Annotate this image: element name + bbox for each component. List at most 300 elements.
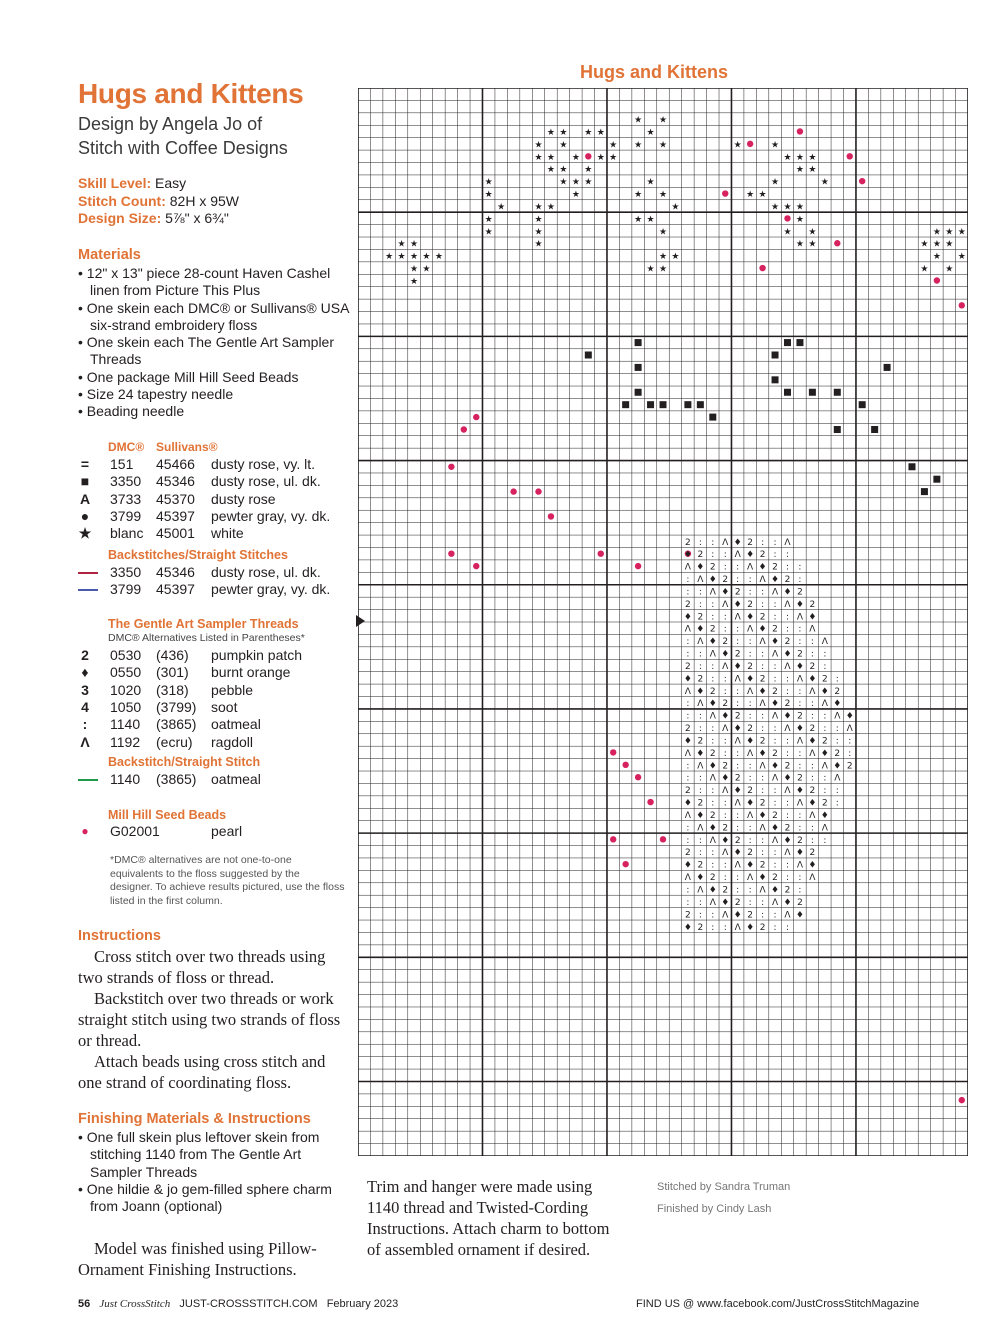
chart-stitch-kitten: : bbox=[823, 661, 827, 672]
chart-stitch-kitten: ♦ bbox=[708, 823, 717, 834]
chart-stitch-kitten: 2 bbox=[709, 748, 716, 759]
chart-stitch-kitten: 2 bbox=[809, 599, 816, 610]
gentle-symbol: ♦ bbox=[81, 664, 89, 681]
chart-stitch-kitten: : bbox=[686, 773, 690, 784]
chart-stitch-kitten: : bbox=[761, 835, 765, 846]
chart-stitch-kitten: ♦ bbox=[771, 761, 780, 772]
chart-stitch-kitten: : bbox=[686, 575, 690, 586]
chart-stitch-kitten: : bbox=[761, 711, 765, 722]
chart-stitch-kitten: ♦ bbox=[771, 823, 780, 834]
chart-stitch-white: ★ bbox=[559, 140, 568, 151]
chart-stitch-kitten: 2 bbox=[772, 873, 778, 884]
chart-stitch-dark-rose bbox=[647, 401, 654, 408]
chart-stitch-kitten: 2 bbox=[722, 637, 729, 648]
chart-stitch-kitten: ♦ bbox=[683, 798, 692, 809]
chart-stitch-white: ★ bbox=[596, 152, 605, 163]
chart-stitch-kitten: 2 bbox=[834, 686, 841, 697]
chart-stitch-kitten: : bbox=[835, 736, 839, 747]
chart-stitch-kitten: 2 bbox=[697, 612, 704, 623]
chart-stitch-kitten: : bbox=[736, 748, 740, 759]
chart-stitch-kitten: ♦ bbox=[833, 761, 842, 772]
chart-stitch-kitten: Λ bbox=[734, 922, 741, 933]
chart-stitch-kitten: : bbox=[686, 699, 690, 710]
floss-dmc: blanc bbox=[110, 525, 144, 542]
chart-stitch-kitten: : bbox=[736, 699, 740, 710]
chart-stitch-kitten: 2 bbox=[759, 798, 766, 809]
chart-stitch-kitten: ♦ bbox=[746, 674, 755, 685]
chart-stitch-kitten: Λ bbox=[709, 835, 716, 846]
chart-stitch-white: ★ bbox=[397, 252, 406, 263]
chart-stitch-kitten: Λ bbox=[759, 637, 766, 648]
floss-name: pewter gray, vy. dk. bbox=[211, 507, 331, 524]
gentle-row bbox=[78, 682, 353, 699]
floss-row bbox=[78, 508, 353, 525]
floss-dmc: 3799 bbox=[110, 507, 142, 524]
chart-stitch-dark-rose bbox=[933, 476, 940, 483]
floss-name: white bbox=[211, 525, 244, 542]
chart-stitch-kitten: : bbox=[686, 897, 690, 908]
subtitle-line-2: Stitch with Coffee Designs bbox=[78, 138, 288, 158]
chart-stitch-kitten: ♦ bbox=[696, 810, 705, 821]
chart-stitch-kitten: ♦ bbox=[783, 773, 792, 784]
chart-stitch-kitten: Λ bbox=[684, 562, 691, 573]
chart-stitch-kitten: 2 bbox=[772, 624, 778, 635]
chart-stitch-kitten: : bbox=[761, 773, 765, 784]
chart-stitch-kitten: : bbox=[748, 773, 752, 784]
chart-stitch-kitten: Λ bbox=[796, 860, 804, 871]
chart-stitch-kitten: ♦ bbox=[795, 786, 804, 797]
chart-stitch-white: ★ bbox=[571, 190, 580, 201]
chart-stitch-kitten: Λ bbox=[809, 748, 816, 759]
chart-stitch-kitten: Λ bbox=[834, 711, 841, 722]
chart-stitch-kitten: Λ bbox=[821, 761, 828, 772]
chart-stitch-white: ★ bbox=[634, 214, 643, 225]
chart-stitch-kitten: : bbox=[736, 810, 740, 821]
chart-stitch-kitten: ♦ bbox=[733, 537, 742, 548]
chart-stitch-kitten: : bbox=[723, 922, 727, 933]
chart-stitch-white: ★ bbox=[634, 140, 643, 151]
materials-item: • One skein each DMC® or Sullivans® USA six-strand embroidery floss bbox=[78, 300, 353, 335]
chart-stitch-kitten: ♦ bbox=[746, 860, 755, 871]
chart-bead bbox=[610, 836, 616, 842]
chart-stitch-kitten: 2 bbox=[685, 848, 691, 859]
chart-stitch-kitten: Λ bbox=[684, 686, 691, 697]
chart-stitch-dark-rose bbox=[684, 401, 691, 408]
chart-stitch-kitten: 2 bbox=[734, 649, 741, 660]
chart-stitch-white: ★ bbox=[771, 177, 780, 188]
chart-stitch-kitten: : bbox=[748, 711, 752, 722]
instruction-paragraph: Cross stitch over two threads using two strands of floss or thread. bbox=[78, 947, 326, 987]
chart-stitch-kitten: 2 bbox=[747, 724, 754, 735]
chart-stitch-kitten: : bbox=[711, 848, 715, 859]
chart-stitch-kitten: Λ bbox=[709, 897, 716, 908]
chart-stitch-kitten: : bbox=[723, 612, 727, 623]
chart-stitch-kitten: 2 bbox=[759, 612, 766, 623]
chart-stitch-kitten: : bbox=[785, 748, 790, 759]
chart-stitch-kitten: : bbox=[810, 835, 814, 846]
chart-stitch-kitten: : bbox=[686, 637, 690, 648]
chart-stitch-white: ★ bbox=[596, 127, 605, 138]
chart-stitch-white: ★ bbox=[783, 202, 792, 213]
chart-stitch-kitten: : bbox=[723, 798, 727, 809]
chart-stitch-kitten: : bbox=[785, 873, 790, 884]
chart-stitch-kitten: Λ bbox=[771, 587, 779, 598]
key-header-dmc: DMC® bbox=[108, 440, 145, 454]
chart-stitch-kitten: Λ bbox=[709, 587, 716, 598]
chart-stitch-white: ★ bbox=[559, 127, 568, 138]
chart-stitch-kitten: : bbox=[723, 624, 727, 635]
chart-stitch-white: ★ bbox=[795, 202, 804, 213]
chart-stitch-kitten: Λ bbox=[697, 575, 704, 586]
chart-stitch-kitten: 2 bbox=[722, 823, 729, 834]
bead-num: G02001 bbox=[110, 823, 160, 839]
size-label: Design Size: bbox=[78, 210, 162, 226]
chart-stitch-kitten: 2 bbox=[685, 910, 691, 921]
chart-stitch-kitten: : bbox=[773, 798, 777, 809]
chart-stitch-dark-rose bbox=[796, 339, 803, 346]
chart-stitch-kitten: 2 bbox=[821, 674, 828, 685]
chart-stitch-kitten: ♦ bbox=[696, 748, 705, 759]
chart-stitch-kitten: ♦ bbox=[733, 724, 742, 735]
chart-stitch-white: ★ bbox=[646, 214, 655, 225]
chart-stitch-white: ★ bbox=[932, 239, 941, 250]
count-value: 82H x 95W bbox=[169, 192, 240, 209]
chart-stitch-kitten: : bbox=[773, 724, 777, 735]
chart-stitch-white: ★ bbox=[658, 115, 668, 126]
stitched-by: Stitched by Sandra Truman bbox=[657, 1181, 791, 1193]
gentle-alternative: (ecru) bbox=[156, 733, 193, 750]
chart-stitch-kitten: ♦ bbox=[771, 699, 780, 710]
materials-item: • Beading needle bbox=[78, 403, 353, 420]
chart-stitch-white: ★ bbox=[434, 252, 443, 263]
chart-stitch-kitten: ♦ bbox=[683, 736, 692, 747]
chart-stitch-kitten: : bbox=[748, 587, 752, 598]
chart-stitch-kitten: : bbox=[698, 587, 702, 598]
chart-stitch-kitten: : bbox=[810, 761, 814, 772]
chart-stitch-kitten: 2 bbox=[685, 537, 691, 548]
chart-stitch-kitten: 2 bbox=[685, 661, 691, 672]
chart-stitch-kitten: Λ bbox=[771, 711, 779, 722]
chart-stitch-kitten: ♦ bbox=[746, 550, 755, 561]
chart-stitch-white: ★ bbox=[534, 140, 543, 151]
chart-stitch-kitten: 2 bbox=[734, 835, 741, 846]
chart-stitch-kitten: : bbox=[785, 674, 790, 685]
chart-stitch-kitten: ♦ bbox=[758, 624, 767, 635]
chart-stitch-kitten: ♦ bbox=[721, 649, 730, 660]
floss-name: dusty rose, ul. dk. bbox=[211, 473, 321, 490]
chart-stitch-kitten: : bbox=[798, 637, 802, 648]
floss-row bbox=[78, 525, 353, 542]
chart-stitch-white: ★ bbox=[671, 252, 680, 263]
chart-stitch-kitten: ♦ bbox=[783, 587, 792, 598]
gentle-symbol: 2 bbox=[81, 647, 89, 663]
chart-stitch-kitten: : bbox=[785, 736, 790, 747]
cross-stitch-chart bbox=[358, 88, 968, 1156]
chart-stitch-kitten: 2 bbox=[772, 686, 778, 697]
chart-stitch-kitten: 2 bbox=[797, 773, 803, 784]
chart-bead bbox=[548, 513, 554, 519]
chart-stitch-kitten: ♦ bbox=[808, 736, 817, 747]
chart-stitch-kitten: Λ bbox=[722, 599, 729, 610]
materials-item: • One skein each The Gentle Art Sampler Threads bbox=[78, 334, 353, 369]
finishing-heading: Finishing Materials & Instructions bbox=[78, 1111, 311, 1127]
chart-bead bbox=[797, 128, 803, 134]
instruction-paragraph: Backstitch over two threads or work straight stitch using two strands of floss or thread. bbox=[78, 989, 341, 1050]
gentle-name: pebble bbox=[211, 681, 254, 698]
chart-stitch-kitten: 2 bbox=[797, 587, 803, 598]
chart-stitch-kitten: Λ bbox=[734, 674, 741, 685]
chart-stitch-white: ★ bbox=[795, 239, 804, 250]
chart-stitch-white: ★ bbox=[484, 214, 493, 225]
chart-stitch-kitten: Λ bbox=[709, 773, 716, 784]
chart-stitch-kitten: Λ bbox=[784, 848, 791, 859]
floss-symbol: ★ bbox=[78, 525, 92, 542]
skill-value: Easy bbox=[155, 175, 187, 191]
chart-stitch-white: ★ bbox=[546, 127, 555, 138]
chart-stitch-kitten: : bbox=[748, 835, 752, 846]
gentle-row bbox=[78, 699, 353, 716]
chart-stitch-kitten: Λ bbox=[809, 624, 816, 635]
center-arrow-icon bbox=[356, 615, 365, 627]
chart-stitch-kitten: : bbox=[785, 612, 790, 623]
chart-stitch-dark-rose bbox=[635, 339, 642, 346]
chart-stitch-kitten: : bbox=[835, 786, 839, 797]
chart-bead bbox=[722, 190, 728, 196]
chart-stitch-kitten: : bbox=[761, 897, 765, 908]
chart-stitch-white: ★ bbox=[534, 227, 543, 238]
chart-stitch-kitten: : bbox=[711, 661, 715, 672]
chart-stitch-kitten: ♦ bbox=[758, 686, 767, 697]
chart-bead bbox=[598, 550, 604, 556]
chart-stitch-white: ★ bbox=[546, 165, 555, 176]
floss-sullivans: 45397 bbox=[156, 507, 195, 524]
chart-stitch-kitten: 2 bbox=[709, 810, 716, 821]
chart-stitch-kitten: : bbox=[686, 649, 690, 660]
chart-stitch-kitten: : bbox=[785, 550, 790, 561]
chart-stitch-kitten: ♦ bbox=[708, 761, 717, 772]
chart-stitch-white: ★ bbox=[945, 239, 954, 250]
chart-stitch-kitten: 2 bbox=[772, 748, 778, 759]
size-value: 5⅞" x 6¾" bbox=[165, 210, 229, 226]
chart-bead bbox=[448, 550, 454, 556]
gentle-row bbox=[78, 734, 353, 751]
chart-stitch-kitten: ♦ bbox=[696, 624, 705, 635]
chart-stitch-kitten: : bbox=[736, 686, 740, 697]
chart-stitch-kitten: : bbox=[711, 736, 715, 747]
chart-stitch-kitten: Λ bbox=[784, 599, 791, 610]
chart-stitch-kitten: : bbox=[823, 724, 827, 735]
chart-bead bbox=[784, 215, 790, 221]
chart-title: Hugs and Kittens bbox=[580, 62, 729, 82]
chart-stitch-kitten: 2 bbox=[759, 674, 766, 685]
chart-stitch-kitten: : bbox=[748, 823, 752, 834]
chart-stitch-dark-rose bbox=[859, 401, 866, 408]
chart-stitch-kitten: 2 bbox=[685, 599, 691, 610]
chart-bead bbox=[959, 302, 965, 308]
chart-stitch-kitten: : bbox=[761, 661, 765, 672]
gentle-bs-name: oatmeal bbox=[211, 771, 261, 787]
chart-stitch-dark-rose bbox=[635, 389, 642, 396]
chart-stitch-white: ★ bbox=[932, 252, 941, 263]
chart-bead bbox=[622, 762, 628, 768]
chart-stitch-kitten: : bbox=[711, 860, 715, 871]
chart-stitch-kitten: : bbox=[723, 736, 727, 747]
chart-stitch-kitten: Λ bbox=[796, 798, 804, 809]
chart-bead bbox=[585, 153, 591, 159]
chart-stitch-kitten: : bbox=[698, 786, 702, 797]
floss-sullivans: 45466 bbox=[156, 456, 195, 472]
chart-stitch-kitten: : bbox=[761, 848, 765, 859]
chart-stitch-white: ★ bbox=[808, 165, 817, 176]
chart-stitch-kitten: : bbox=[698, 661, 702, 672]
chart-stitch-kitten: : bbox=[773, 537, 777, 548]
chart-stitch-kitten: : bbox=[761, 587, 765, 598]
chart-stitch-white: ★ bbox=[385, 252, 394, 263]
magazine-name: Just CrossStitch bbox=[99, 1298, 171, 1310]
chart-stitch-kitten: Λ bbox=[759, 823, 766, 834]
chart-stitch-kitten: 2 bbox=[809, 848, 816, 859]
chart-stitch-kitten: Λ bbox=[784, 661, 791, 672]
floss-row bbox=[78, 491, 353, 508]
chart-stitch-kitten: ♦ bbox=[733, 599, 742, 610]
chart-stitch-kitten: : bbox=[698, 773, 702, 784]
chart-stitch-kitten: Λ bbox=[784, 537, 791, 548]
chart-stitch-kitten: : bbox=[736, 761, 740, 772]
chart-stitch-kitten: : bbox=[798, 823, 802, 834]
floss-dmc: 3733 bbox=[110, 490, 142, 507]
chart-stitch-kitten: ♦ bbox=[795, 724, 804, 735]
chart-stitch-kitten: : bbox=[736, 624, 740, 635]
chart-stitch-kitten: : bbox=[711, 910, 715, 921]
floss-sullivans: 45370 bbox=[156, 490, 195, 507]
chart-stitch-kitten: Λ bbox=[771, 835, 779, 846]
chart-stitch-kitten: : bbox=[773, 674, 777, 685]
chart-stitch-kitten: ♦ bbox=[808, 798, 817, 809]
chart-stitch-white: ★ bbox=[808, 227, 817, 238]
chart-stitch-white: ★ bbox=[646, 177, 655, 188]
chart-stitch-kitten: Λ bbox=[697, 637, 704, 648]
chart-bead bbox=[473, 563, 479, 569]
chart-stitch-kitten: 2 bbox=[709, 562, 716, 573]
chart-stitch-kitten: 2 bbox=[759, 860, 766, 871]
chart-stitch-white: ★ bbox=[422, 252, 431, 263]
chart-stitch-kitten: : bbox=[686, 711, 690, 722]
chart-stitch-dark-rose bbox=[772, 352, 779, 359]
chart-bead bbox=[759, 265, 765, 271]
chart-bead bbox=[473, 414, 479, 420]
chart-stitch-kitten: : bbox=[785, 798, 790, 809]
chart-stitch-kitten: Λ bbox=[771, 773, 779, 784]
chart-stitch-white: ★ bbox=[546, 152, 555, 163]
chart-stitch-kitten: Λ bbox=[759, 761, 766, 772]
chart-stitch-kitten: 2 bbox=[846, 761, 853, 772]
gentle-name: pumpkin patch bbox=[211, 647, 303, 663]
chart-stitch-kitten: Λ bbox=[747, 748, 754, 759]
chart-stitch-kitten: Λ bbox=[722, 661, 729, 672]
facebook-link[interactable]: FIND US @ www.facebook.com/JustCrossStitchMagazine bbox=[636, 1298, 920, 1310]
green-line-swatch bbox=[78, 779, 98, 781]
chart-stitch-kitten: : bbox=[711, 798, 715, 809]
chart-stitch-kitten: ♦ bbox=[771, 885, 780, 896]
skill-level bbox=[78, 175, 239, 193]
chart-stitch-kitten: Λ bbox=[747, 686, 754, 697]
chart-stitch-kitten: : bbox=[711, 674, 715, 685]
chart-stitch-kitten: : bbox=[773, 661, 777, 672]
chart-stitch-kitten: Λ bbox=[747, 810, 754, 821]
chart-stitch-kitten: : bbox=[686, 761, 690, 772]
chart-stitch-kitten: : bbox=[748, 897, 752, 908]
floss-name: dusty rose, vy. lt. bbox=[211, 456, 315, 472]
count-label: Stitch Count: bbox=[78, 192, 166, 209]
chart-stitch-kitten: Λ bbox=[796, 674, 804, 685]
finishing-item: • One full skein plus leftover skein from stitching 1140 from The Gentle Art Sampler Threads bbox=[78, 1129, 353, 1181]
chart-stitch-kitten: 2 bbox=[784, 823, 791, 834]
chart-stitch-kitten: ♦ bbox=[708, 699, 717, 710]
chart-stitch-kitten: : bbox=[835, 674, 839, 685]
chart-stitch-kitten: : bbox=[736, 823, 740, 834]
chart-stitch-kitten: ♦ bbox=[758, 562, 767, 573]
chart-stitch-white: ★ bbox=[409, 252, 419, 263]
chart-stitch-kitten: 2 bbox=[772, 810, 778, 821]
chart-stitch-kitten: ♦ bbox=[845, 711, 854, 722]
chart-stitch-kitten: 2 bbox=[797, 835, 803, 846]
chart-stitch-kitten: : bbox=[798, 885, 802, 896]
chart-stitch-kitten: Λ bbox=[784, 910, 791, 921]
chart-stitch-dark-rose bbox=[585, 352, 592, 359]
chart-stitch-kitten: ♦ bbox=[795, 910, 804, 921]
chart-stitch-kitten: 2 bbox=[834, 748, 841, 759]
issue-date: February 2023 bbox=[326, 1298, 399, 1310]
chart-stitch-dark-rose bbox=[834, 426, 841, 433]
chart-stitch-kitten: : bbox=[798, 810, 802, 821]
chart-stitch-kitten: 2 bbox=[747, 848, 754, 859]
chart-stitch-kitten: 2 bbox=[697, 798, 704, 809]
chart-stitch-kitten: : bbox=[773, 786, 777, 797]
chart-stitch-kitten: ♦ bbox=[683, 922, 692, 933]
chart-stitch-white: ★ bbox=[609, 152, 618, 163]
chart-stitch-white: ★ bbox=[658, 264, 668, 275]
chart-stitch-kitten: 2 bbox=[759, 736, 766, 747]
chart-stitch-kitten: 2 bbox=[759, 550, 766, 561]
chart-stitch-kitten: Λ bbox=[722, 537, 729, 548]
gentle-alternative: (436) bbox=[156, 647, 189, 663]
chart-stitch-kitten: Λ bbox=[809, 873, 816, 884]
chart-stitch-white: ★ bbox=[422, 264, 431, 275]
chart-stitch-kitten: Λ bbox=[821, 823, 828, 834]
chart-stitch-kitten: Λ bbox=[796, 736, 804, 747]
chart-stitch-kitten: : bbox=[686, 823, 690, 834]
chart-stitch-kitten: : bbox=[785, 810, 790, 821]
trim-note: Trim and hanger were made using 1140 thread and Twisted-Cording Instructions. Attach charm to bottom of assembled ornament if desired. bbox=[367, 1177, 610, 1259]
chart-stitch-kitten: Λ bbox=[784, 724, 791, 735]
chart-stitch-kitten: ♦ bbox=[758, 810, 767, 821]
chart-stitch-kitten: : bbox=[748, 575, 752, 586]
chart-stitch-kitten: ♦ bbox=[746, 922, 755, 933]
chart-stitch-kitten: 2 bbox=[747, 661, 754, 672]
chart-bead bbox=[448, 464, 454, 470]
chart-stitch-kitten: : bbox=[736, 562, 740, 573]
chart-stitch-kitten: 2 bbox=[821, 736, 828, 747]
chart-stitch-kitten: Λ bbox=[709, 649, 716, 660]
floss-dmc: 3350 bbox=[110, 473, 142, 490]
chart-stitch-white: ★ bbox=[534, 239, 543, 250]
gentle-symbol: 4 bbox=[81, 698, 89, 715]
chart-stitch-kitten: ♦ bbox=[721, 897, 730, 908]
chart-stitch-kitten: : bbox=[761, 649, 765, 660]
chart-stitch-kitten: : bbox=[748, 699, 752, 710]
chart-stitch-kitten: 2 bbox=[685, 724, 691, 735]
chart-stitch-kitten: ♦ bbox=[746, 798, 755, 809]
